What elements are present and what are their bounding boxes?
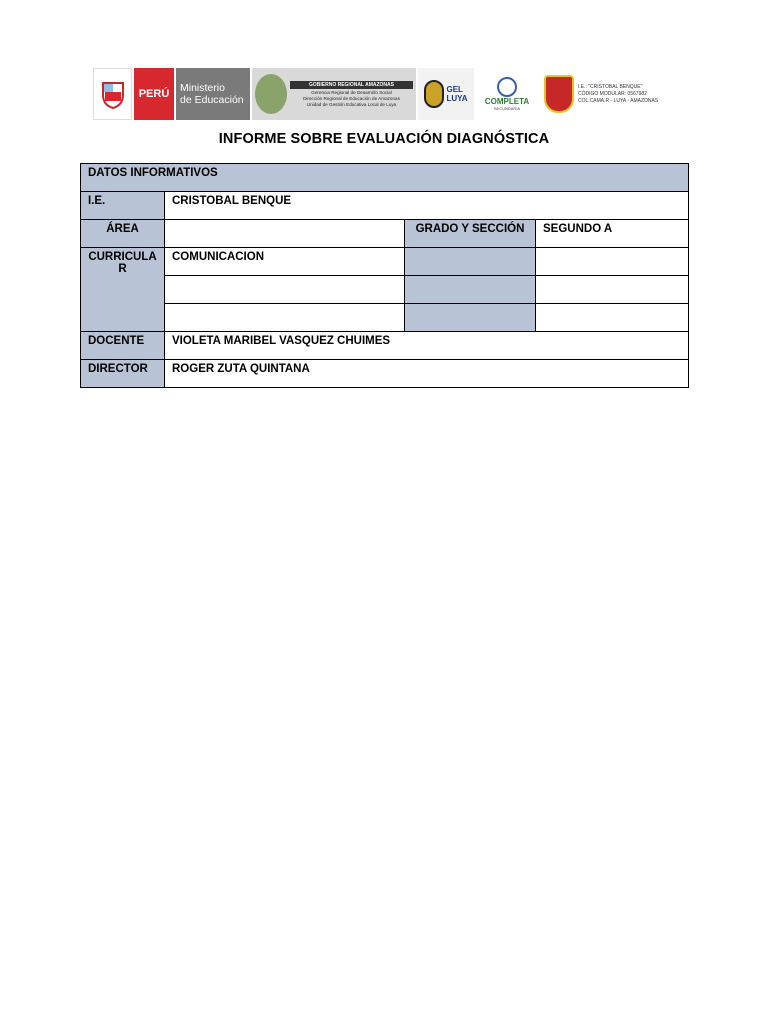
ugel-luya-logo	[418, 68, 474, 120]
ie-text	[578, 84, 658, 105]
seccion-empty-cell	[536, 248, 689, 276]
gobierno-text	[290, 81, 413, 108]
ie-value: CRISTOBAL BENQUE	[165, 192, 689, 220]
jec-text: COMPLETA	[484, 97, 530, 106]
grado-empty-cell	[405, 304, 536, 332]
ugel-badge-icon	[424, 80, 444, 108]
ie-cristobal-benque-logo	[540, 68, 685, 120]
coat-of-arms-icon	[100, 79, 126, 109]
peru-label: PERÚ	[134, 68, 174, 120]
director-value: ROGER ZUTA QUINTANA	[165, 360, 689, 388]
ugel-line2: LUYA	[446, 94, 468, 103]
gobierno-line2: Dirección Regional de Educación de Amazonas	[303, 95, 400, 101]
area-value: COMUNICACION	[165, 248, 405, 276]
ie-label: I.E.	[81, 192, 165, 220]
gobierno-regional-logo	[252, 68, 416, 120]
jec-subtext: SECUNDARIA	[493, 106, 521, 111]
area-row-4	[81, 304, 689, 332]
grado-label: GRADO Y SECCIÓN	[405, 220, 536, 248]
ie-line1: I.E.: "CRISTOBAL BENQUE"	[578, 83, 643, 90]
regional-seal-icon	[255, 74, 287, 114]
area-row-3	[81, 276, 689, 304]
gobierno-title: GOBIERNO REGIONAL AMAZONAS	[290, 81, 413, 89]
ugel-text	[446, 85, 467, 103]
seccion-empty-cell	[536, 304, 689, 332]
minedu-line2: de Educación	[180, 94, 244, 106]
docente-value: VIOLETA MARIBEL VASQUEZ CHUIMES	[165, 332, 689, 360]
header-banner	[93, 68, 685, 120]
gobierno-line3: Unidad de Gestión Educativa Local de Luya	[306, 101, 397, 107]
ministerio-logo	[176, 68, 250, 120]
minedu-line1: Ministerio	[180, 82, 225, 94]
grado-empty-cell	[405, 276, 536, 304]
ie-line2: CÓDIGO MODULAR: 0567982	[578, 90, 647, 97]
area-empty-cell	[165, 304, 405, 332]
grado-value: SEGUNDO A	[536, 220, 689, 248]
table-header-row	[81, 164, 689, 192]
table-header: DATOS INFORMATIVOS	[81, 164, 689, 192]
docente-label: DOCENTE	[81, 332, 165, 360]
area-empty-cell	[165, 276, 405, 304]
ie-line3: COL.CAMA.R - LUYA - AMAZONAS	[578, 97, 659, 104]
gobierno-line1: Gerencia Regional de Desarrollo Social	[311, 89, 392, 95]
jornada-completa-logo	[476, 68, 538, 120]
school-shield-icon	[544, 75, 574, 113]
area-row-2	[81, 248, 689, 276]
ie-row	[81, 192, 689, 220]
director-row	[81, 360, 689, 388]
curricular-label: CURRICULA R	[81, 248, 165, 332]
director-label: DIRECTOR	[81, 360, 165, 388]
grado-empty-cell	[405, 248, 536, 276]
ugel-line1: GEL	[446, 85, 463, 94]
peru-coat-of-arms-logo	[93, 68, 132, 120]
datos-informativos-table	[80, 163, 689, 388]
document-title: INFORME SOBRE EVALUACIÓN DIAGNÓSTICA	[218, 131, 550, 147]
seccion-empty-cell	[536, 276, 689, 304]
clock-icon	[497, 77, 517, 97]
area-empty-cell	[165, 220, 405, 248]
area-label: ÁREA	[81, 220, 165, 248]
docente-row	[81, 332, 689, 360]
area-row-1	[81, 220, 689, 248]
